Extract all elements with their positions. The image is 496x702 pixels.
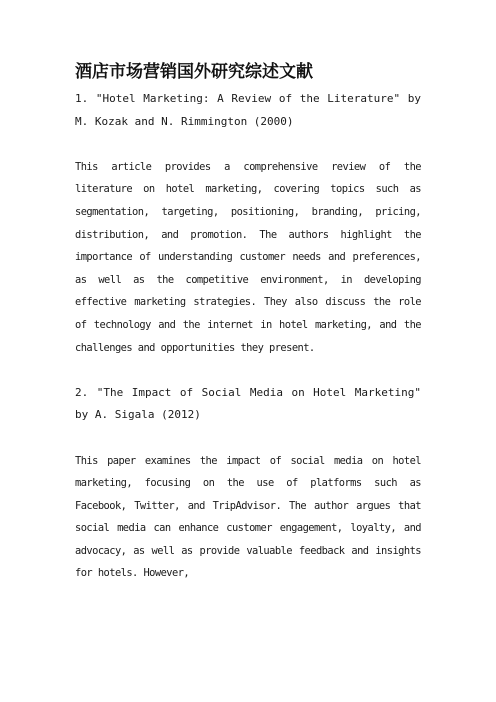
paragraph-spacer [75,359,421,382]
document-title: 酒店市场营销国外研究综述文献 [75,62,313,82]
section-1-heading: 1. "Hotel Marketing: A Review of the Literature" by M. Kozak and N. Rimmington (2000) [75,92,421,128]
paragraph-spacer [75,133,421,156]
section-1-body: This article provides a comprehensive review of the literature on hotel marketing, covering topics such as segmentation, targeting, positioning, branding, pricing, distribution, and promotion. The authors highlight the importance of understanding customer needs and preferences, as well as the competitive environment, in developing effective marketing strategies. They also discuss the role of technology and the internet in hotel marketing, and the challenges and opportunities they present. [75,160,421,354]
section-2-heading: 2. "The Impact of Social Media on Hotel Marketing" by A. Sigala (2012) [75,385,421,422]
section-2-body: This paper examines the impact of social media on hotel marketing, focusing on the use of platforms such as Facebook, Twitter, and TripAdvisor. The author argues that social media can enhance customer engagement, loyalty, and advocacy, as well as provide valuable feedback and insights for hotels. However, [75,454,421,580]
paragraph-spacer [75,427,421,450]
